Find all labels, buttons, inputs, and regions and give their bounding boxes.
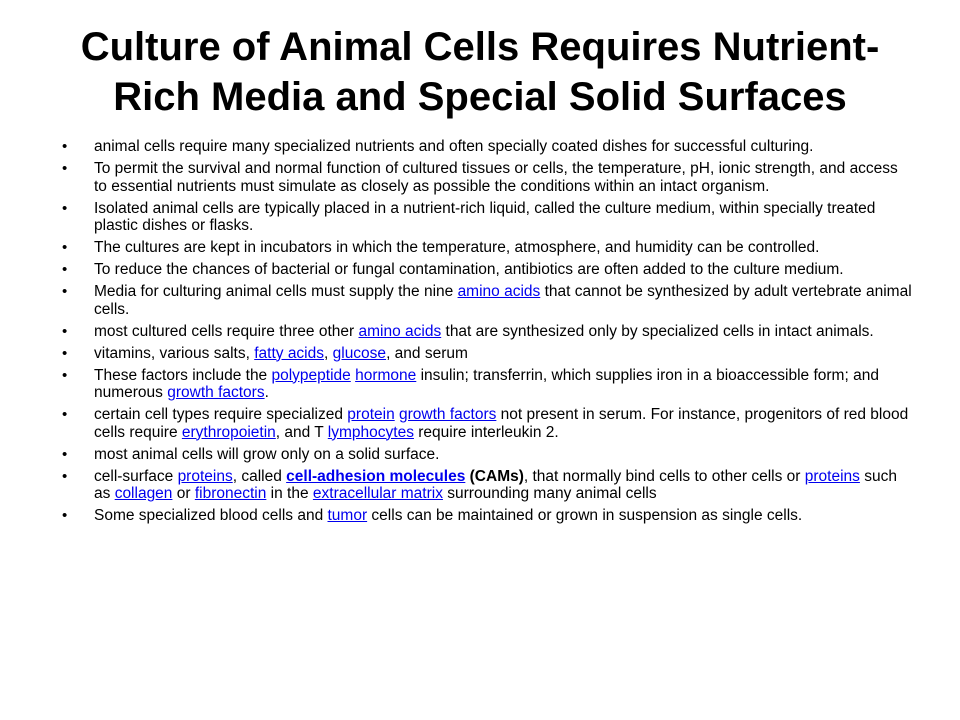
bullet-item [62, 468, 912, 503]
bullet-item [62, 138, 912, 156]
bullet-item [62, 507, 912, 525]
bullet-text: To reduce the chances of bacterial or fungal contamination, antibiotics are often added to the culture medium. [94, 261, 844, 278]
bullet-item [62, 261, 912, 279]
bullet-text: , called [232, 467, 287, 485]
bullet-item [62, 239, 912, 257]
bullet-text: , that normally bind cells to other cells or [523, 467, 805, 485]
bullet-text: most animal cells will grow only on a solid surface. [94, 445, 440, 463]
bullet-text: that are synthesized only by specialized cells in intact animals. [441, 322, 874, 340]
link-amino-acids[interactable]: amino acids [358, 322, 442, 340]
bullet-text: in the [266, 485, 313, 502]
bullet-text: certain cell types require specialized [94, 406, 348, 423]
link-protein[interactable]: protein [347, 406, 395, 423]
link-fibronectin[interactable]: fibronectin [194, 485, 267, 502]
bullet-list [62, 138, 912, 529]
bullet-item [62, 283, 912, 318]
bullet-text: vitamins, various salts, [94, 344, 255, 362]
bullet-text: , [324, 344, 333, 362]
bullet-text: cells can be maintained or grown in suspension as single cells. [367, 507, 803, 524]
link-hormone[interactable]: hormone [355, 366, 417, 384]
bullet-text: These factors include the [94, 366, 272, 384]
cams-bold-text: (CAMs) [469, 467, 524, 485]
bullet-text: . [264, 384, 269, 401]
link-proteins[interactable]: proteins [804, 467, 860, 485]
bullet-item [62, 446, 912, 464]
link-cell-adhesion-molecules[interactable]: cell-adhesion molecules [286, 467, 466, 485]
bullet-item [62, 345, 912, 363]
bullet-item [62, 200, 912, 235]
bullet-text: , and serum [386, 344, 468, 362]
bullet-text: Some specialized blood cells and [94, 507, 328, 524]
bullet-item [62, 323, 912, 341]
bullet-text: animal cells require many specialized nutrients and often specially coated dishes for successful culturing. [94, 138, 814, 155]
link-extracellular-matrix[interactable]: extracellular matrix [312, 485, 443, 502]
bullet-text: To permit the survival and normal function of cultured tissues or cells, the temperature, pH, ionic strength, and access to essential nutrients must simulate as closely as possible the conditions within an intact organism. [94, 160, 898, 195]
bullet-text: not present in serum. For instance, progenitors of red blood cells require [94, 406, 909, 441]
bullet-text: , and T [275, 423, 328, 441]
link-growth-factors[interactable]: growth factors [399, 406, 497, 423]
bullet-text: surrounding many animal cells [442, 485, 657, 502]
bullet-item [62, 367, 912, 402]
slide-title: Culture of Animal Cells Requires Nutrient-Rich Media and Special Solid Surfaces [80, 25, 880, 119]
bullet-text: cell-surface [94, 467, 178, 485]
link-proteins[interactable]: proteins [177, 467, 233, 485]
link-growth-factors[interactable]: growth factors [167, 384, 265, 401]
bullet-text: most cultured cells require three other [94, 322, 359, 340]
link-tumor[interactable]: tumor [327, 507, 368, 524]
link-amino-acids[interactable]: amino acids [457, 283, 541, 300]
bullet-text: require interleukin 2. [413, 423, 559, 441]
bullet-text: Media for culturing animal cells must supply the nine [94, 283, 458, 300]
bullet-text: such as [94, 467, 897, 502]
link-glucose[interactable]: glucose [332, 344, 387, 362]
bullet-item [62, 160, 912, 195]
bullet-text: insulin; transferrin, which supplies iron in a bioaccessible form; and numerous [94, 366, 879, 401]
link-erythropoietin[interactable]: erythropoietin [181, 423, 276, 441]
link-collagen[interactable]: collagen [114, 485, 173, 502]
bullet-text: or [172, 485, 195, 502]
link-lymphocytes[interactable]: lymphocytes [327, 423, 414, 441]
link-fatty-acids[interactable]: fatty acids [254, 344, 324, 362]
bullet-text: that cannot be synthesized by adult vertebrate animal cells. [94, 283, 912, 318]
bullet-text: Isolated animal cells are typically placed in a nutrient-rich liquid, called the culture medium, within specially treated plastic dishes or flasks. [94, 199, 876, 234]
link-polypeptide[interactable]: polypeptide [271, 366, 351, 384]
bullet-text: The cultures are kept in incubators in which the temperature, atmosphere, and humidity can be controlled. [94, 239, 820, 256]
bullet-item [62, 406, 912, 441]
